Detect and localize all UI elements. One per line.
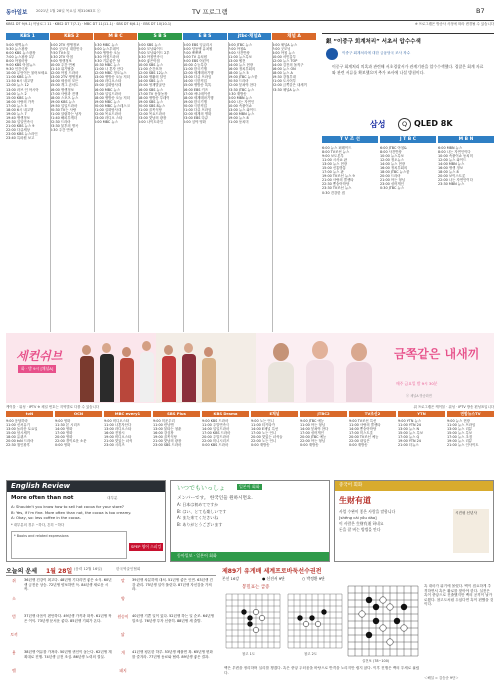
schedule-grid [6,33,316,333]
paper-name: 동아일보 [6,10,28,16]
black-stone [373,618,379,624]
black-stone [401,604,407,610]
japanese-lines: メンバーです。 한국인들 원하시면요. A: 日本は初めてですか B: はい、とても楽しいです A: また来てくださいね B: ありがとうございます [177,496,253,527]
baduk-text-bottom: 백은 우변을 정리하며 실리를 챙겼다. 흑은 중앙 두터움을 바탕으로 반격을 노리지만 쉽지 않다. 이후 진행은 백의 우세로 흘렀다. [224,666,420,675]
news-ad-box [322,33,494,114]
side-header-jtbc: J T B C [380,136,436,143]
cable-header: YTN [398,411,445,417]
zodiac-monkey-icon: 원숭이 [117,614,129,619]
cable-header: SBS Plus [153,411,200,417]
zodiac-column [6,578,22,686]
baduk-round: 본선 16강 [222,576,240,581]
channel-header-kbs2: KBS 2 [50,33,93,40]
japanese-sub: 일본어 회화 [239,484,260,489]
white-stone [387,639,393,645]
person-figure [162,345,176,403]
white-stone [380,597,386,603]
person-figure [140,341,154,403]
english-related-box [11,531,127,559]
cable-header: tvN [6,411,53,417]
fortune-title: 오늘의 운세 [6,568,38,575]
chinese-sub: 중국어 회화 [339,483,363,488]
zodiac-dog-icon: 개 [121,650,125,655]
schedule-column-kbs1: 5:00 새벽뉴스 5:30 뉴스광장 6:00 KBS 뉴스광장 7:00 뉴스광장 1부 8:00 아침마당 9:00 KBS 아침뉴스 9:30 인간극장 10:00 무엇이든 물어보세요 11:00 KBS 뉴스 11:50 6시 내고향 12:00 뉴스 12 13:00 러브 인 아시아 14:00 뉴스 2 15:00 KBS 뉴스 16:00 사랑의 가족 17:00 뉴스 5 18:00 6시 내고향 19:00 뉴스 7 19:40 생생정보 20:30 일일연속극 21:00 KBS 뉴스 9 22:00 다큐세상 23:00 KBS 뉴스라인 23:40 특파원 보고 [6,43,48,141]
zodiac-pig-icon: 돼지 [119,668,127,673]
fortune-source: 한국역술인협회 [116,567,141,571]
person-figure [182,343,196,403]
black-stone [394,618,400,624]
schedule-column-ebs: 5:00 EBS 잉글리시 6:00 딩동댕 유치원 7:00 뽀뽀뽀 8:00 TV 유치원 9:00 EBS 어린이 10:00 수능특강 11:00 한국기행 12:00 세계테마기행 13:00 다큐 프라임 14:00 극한직업 15:00 생방송 톡톡 16:00 EBS 키즈 17:00 애니메이션 18:00 세계테마기행 19:00 한국기행 20:00 극한직업 21:00 다큐 프라임 22:00 세계의 명화 23:00 EBS 다큐 0:00 심야 영화 [183,43,214,124]
chinese-title: 生财有道 [339,496,371,505]
japanese-title: いつでもいっしょ [177,485,226,492]
black-stone [366,632,372,638]
white-stone [401,625,407,631]
zodiac-rabbit-icon: 토끼 [10,632,18,637]
side-schedule [322,136,494,286]
zodiac-column-b [116,578,130,686]
english-ad-badge: SPEP 영어 스피킹 [131,544,162,549]
white-stone [380,625,386,631]
baduk-section [222,566,494,688]
cable-column: 9:00 KBS 드라마 11:00 주말연속극 14:00 일일드라마 17:00 KBS 드라마 20:00 주말드라마 22:00 미니시리즈 0:00 KBS 드라마 [202,419,231,448]
person-figure [120,347,134,403]
cable-column: 9:00 TV조선 특선 11:00 사랑의 콜센타 14:00 뽕숭아학당 17:00 미스트롯 20:00 TV조선 예능 22:00 내일은 0:00 재방송 [349,419,381,448]
cable-column: 9:00 JTBC 예능 11:00 아는 형님 14:00 뭉쳐야 찬다 17:00 싱어게인 20:00 JTBC 예능 22:00 아는 형님 0:00 재방송 [300,419,329,448]
channel-header-mbc: M B C [94,33,137,40]
schedule-column-kbs2: 6:00 2TV 생생정보 7:00 굿모닝 대한민국 7:50 TV소설 8:30 2TV 아침 9:00 생생정보 10:00 주간 연예 11:10 위기탈출 12:00 아침 드라마 13:00 2TV 생생정보 14:00 세상의 모든 15:00 개그 콘서트 16:00 생생정보 17:00 사랑과 전쟁 18:00 스포츠 뉴스 19:00 KBS 뉴스 19:50 일일드라마 20:30 TV는 사랑 21:00 살림하는 남자 21:40 해피투게더 22:30 드라마 23:30 불후의 명곡 0:30 주간 연예 [50,43,83,132]
fortune-section [6,566,216,688]
side-header-tvchosun: T V 조 선 [322,136,378,143]
schedule-column-jtbc: 6:00 JTBC 뉴스 7:00 아침& 9:00 사건반장 11:00 뉴스특보 13:00 썰전 14:00 뉴스 현장 16:00 정치부회의 18:00 뉴스 5 19:00 JTBC 뉴스룸 20:50 드라마 22:00 뭉쳐야 찬다 23:30 JTBC 뉴스 0:30 재방송 6:00 MBN 뉴스 8:00 나는 자연인 10:00 속풀이쇼 13:00 뉴스 와이드 16:00 MBN 뉴스 19:00 뉴스 8 21:00 동치미 [228,43,258,124]
black-stone [373,604,379,610]
japanese-footer: 동아일보 · 일본어 회화 [177,553,217,558]
chinese-lines: 사업 수완이 좋은 사람을 말합니다 [shēng cái yǒu dào] 이 사람은 生财有道 하네요 돈을 잘 버는 방법을 안다 [339,509,396,532]
baduk-white: ○ 박정환 9단 [302,576,325,581]
white-stone [387,604,393,610]
left-show-subtitle: 화 · 밤 9시 [채널A] [18,365,56,373]
side-column-tvchosun: 6:00 뉴스 퍼레이드 8:00 TV조선 뉴스 9:00 보도본부 11:00 시사쇼 판 13:00 뉴스 현장 15:00 신통방통 17:00 뉴스 판 19:00 TV조선 뉴스 9 21:00 사랑의 콜센타 22:30 뽕숭아학당 23:30 TV조선 뉴스 0:30 건강한 집 [322,146,355,195]
baduk-caption: ＜해설 = 김승준 9단＞ [424,676,459,680]
grid-notice: ※ 프로그램은 방송사 사정에 따라 변경될 수 있습니다 [414,22,494,26]
black-stone [309,615,314,620]
white-stone [303,621,308,626]
channel-header-channela: 채널 A [272,33,316,40]
black-stone [247,621,252,626]
english-dialogue: A: Shouldn't you know how to sell hot cocoa for your store? B: Yes, if I'm fine. More often than not, the cocoa is too creamy. A: Okay, so: less coffee in the cocoa. [11,504,132,520]
white-stone [359,611,365,617]
baduk-fig-c: 실전보 (78~100) [362,659,390,663]
frequency-line: KBS1 DT 9(9-1) 아날로그 11 · KBS2 DT 7(7-1) · MBC DT 11(11-1) · SBS DT 6(6-1) · EBS DT 10(10-1) [6,22,172,26]
zodiac-rat-icon: 쥐 [12,578,16,583]
cable-header: TV조선2 [349,411,396,417]
channel-header-kbs1: KBS 1 [6,33,49,40]
cable-column: 9:00 YTN 뉴스 11:00 YTN 24 13:00 뉴스 N 15:00 뉴스 특보 17:00 뉴스 Q 19:00 YTN 24 21:00 더뉴스 [398,419,424,448]
cable-strip-title: 케이블 · 위성 · IPTV ※ 채널 번호는 지역별로 다를 수 있습니다 [6,405,100,409]
cable-header: E채널 [251,411,298,417]
baduk-black: ● 신진서 9단 [262,576,285,581]
chinese-box [334,480,494,562]
masthead-rule [6,20,494,21]
zodiac-horse-icon: 말 [121,578,125,583]
ad-subtitle: 이중구 회계처리에 대한 금융당국 조사 착수 [342,51,411,55]
english-meaning: 대부분 [107,496,118,500]
schedule-column-sbs: 5:00 SBS 뉴스 6:00 모닝와이드 7:00 모닝와이드 2부 8:30 아침연속극 9:00 좋은아침 10:00 SBS 뉴스 11:00 순간포착 12:00 SBS 12뉴스 13:00 생활의 달인 14:00 SBS 뉴스 15:00 영재발굴단 16:00 SBS 뉴스 17:00 TV 동물농장 18:00 생방송 투데이 19:00 SBS 뉴스 20:00 SBS 8뉴스 21:00 골목식당 22:00 목요드라마 23:00 맛남의 광장 0:00 나이트라인 [138,43,170,124]
ad-emblem-icon [326,48,338,60]
fortune-text-column-b: 39년생 차분하게 대처. 51년생 좋은 인연. 63년생 건강 관리. 75년생 일이 풀린다. 87년생 자신감을 가져라. 40년생 기쁜 일이 있다. 52년생 하는 일 순조. 64년생 말조심. 76년생 투자 신중히. 88년생 새 출발. 41년생 평온한 하루. 53년생 베풀면 복. 65년생 변화를 즐겨라. 77년생 동료와 협력. 89년생 좋은 결과. [132,578,214,659]
zodiac-ox-icon: 소 [12,596,16,601]
channel-header-ebs: E B S [183,33,227,40]
black-stone [366,597,372,603]
right-show-subtitle: 매주 금요일 밤 9시 30분 [396,381,438,386]
japanese-box [170,480,330,562]
section-title: TV 프로그램 [192,8,228,16]
samsung-ad [322,116,494,134]
zodiac-sheep-icon: 양 [121,596,125,601]
person-figure [346,343,372,403]
qled-q-icon: Q [398,118,411,131]
cable-header: JTBC2 [300,411,347,417]
ad-body: 이중구 회계처리 의혹과 관련해 서초경찰서가 관계기관을 압수수색했다. 경찰은 회계 자료와 관련 서류를 확보했으며 추가 조사에 나설 방침이다. [332,64,484,75]
white-stone [315,621,320,626]
english-related-title: * Books and related expressions [14,534,69,538]
zodiac-snake-icon: 뱀 [12,668,16,673]
english-review-box [6,480,166,562]
cable-column: 9:00 응답하라 11:00 신서유기 13:00 놀라운 토요일 15:00 삼시세끼 18:00 유퀴즈 20:00 tvN 드라마 22:30 철인왕후 [6,419,38,448]
cable-header: OCN [55,411,102,417]
cable-header: 연합뉴스TV [447,411,494,417]
side-column-jtbc: 6:00 JTBC 아침& 8:00 사건반장 10:00 뉴스특보 12:00 정오뉴스 14:00 뉴스 현장 16:00 정치부회의 18:00 JTBC 뉴스룸 20:00 드라마 21:00 아는 형님 23:00 싱어게인 0:30 JTBC 뉴스 [380,146,410,191]
english-title: English Review [11,482,71,490]
masthead [6,7,494,20]
person-figure [100,343,114,403]
zodiac-dragon-icon: 용 [12,650,16,655]
baduk-board-ref2 [286,592,344,650]
person-figure [306,341,334,403]
cable-column: 9:00 노는 언니 11:00 티키타카 14:00 E채널 특선 17:00 노는 언니 20:00 맛있는 녀석들 22:00 노는 언니 0:00 재방송 [251,419,283,448]
ad-headline: 銀 “이중구 회계처리” 서초서 압수수색 [326,39,421,45]
person-figure [202,347,216,403]
photo-caption: ⓒ 채널A 방송화면 [406,394,432,398]
black-stone [247,615,252,620]
samsung-product: QLED 8K [414,119,453,128]
cable-column: 9:00 비디오스타 11:00 나혼자산다 13:00 라디오스타 16:00 전참시 19:00 비디오스타 21:00 맛있는 녀석 23:00 시리즈 [104,419,133,448]
right-show-title: 금쪽같은 내새끼 [394,347,480,361]
baduk-fig-a: 참고 1도 [242,652,256,656]
baduk-board-main [346,584,420,658]
left-show-title: 세컨쉬브 [16,349,63,363]
black-stone [297,615,302,620]
english-note: * 대부분의 경우 ~하다, 흔히 ~하다 [11,523,65,527]
side-header-mbn: M B N [438,136,494,143]
zodiac-tiger-icon: 범 [12,614,16,619]
issue-date: 2021년 1월 28일 목요일 제31063호 ⓒ [36,9,101,13]
baduk-commentary-title: 봉밀표는 급증 [242,585,270,590]
fortune-lunar: (음력 12월 16일) [74,567,103,571]
cable-column: 9:00 영화 11:30 본 시리즈 14:00 영화 17:00 영화 20:00 영화 22:00 경이로운 소문 0:00 영화 [55,419,87,448]
white-stone [253,609,258,614]
baduk-fig-b: 참고 2도 [304,652,318,656]
side-column-mbn: 6:00 MBN 뉴스 8:00 나는 자연인이다 10:00 속풀이쇼 동치미 12:00 뉴스 와이드 14:00 MBN 뉴스 16:00 생생 정보 18:00 뉴스 8 20:00 보이스트롯 22:00 나는 자연인이다 23:30 MBN 뉴스 [438,146,473,187]
cable-column: 9:00 미운우리 11:00 런닝맨 13:00 불타는 청춘 16:00 강심장 19:00 골목식당 21:00 맛남의 광장 23:00 SBS 드라마 [153,419,182,448]
english-phrase: More often than not [11,495,74,501]
cable-strip-note: 위 프로그램은 케이블 · 위성 · IPTV 방송 편성표입니다 [413,405,494,409]
channel-header-jtbc: jtbc·채널A [228,33,271,40]
schedule-column-mbc: 5:30 MBC 뉴스 6:00 뉴스투데이 7:00 생방송 오늘 8:30 아침드라마 9:30 기분좋은 날 10:30 MBC 뉴스 11:00 나 혼자 산다 12:00 MBC 정오뉴스 13:00 생방송 오늘 저녁 14:00 라디오스타 15:00 실화탐사대 16:00 MBC 뉴스 17:00 일일드라마 18:00 생방송 오늘 저녁 19:00 MBC 뉴스 20:00 MBC 뉴스데스크 21:00 실화탐사대 22:00 목요드라마 23:00 라디오 스타 0:00 MBC 뉴스 [94,43,130,124]
photo-ad-band [6,333,494,403]
person-figure [80,345,94,403]
black-stone [241,609,246,614]
baduk-text-right: 흑 대마가 위기에 몰렸다. 백이 집요하게 추격하면서 흑은 활로를 찾아야 한다. 실전은 흑이 중앙으로 진출했지만 백의 공격이 날카로웠다. 참고도처럼 두었다면 흑이 편했을 것이다. [424,584,494,607]
black-stone [321,609,326,614]
person-figure [268,343,294,403]
white-stone [253,627,258,632]
baduk-board-ref1 [224,592,282,650]
cable-grid [6,411,494,477]
chinese-side-note: 시진핑 신년사 [453,509,489,553]
page-number: B7 [476,7,485,15]
channel-header-sbs: S B S [138,33,182,40]
white-stone [259,615,264,620]
cable-column: 9:00 뉴스 현장 11:00 뉴스 프라임 13:00 뉴스 리뷰 15:00 뉴스 특보 17:00 뉴스 초점 19:00 뉴스 리뷰 21:00 뉴스 인사이트 [447,419,479,448]
fortune-text-column-a: 36년생 건강이 최고다. 48년생 기다리면 좋은 소식. 60년생 금전운 상승. 72년생 양보하면 득. 84년생 새로운 시작. 37년생 마음이 편안하다. 49년생 가족과 화목. 61년생 작은 이익. 73년생 문서운 좋다. 85년생 기회가 온다. 38년생 여유를 가져라. 50년생 귀인이 돕는다. 62년생 계획대로 진행. 74년생 금전 조심. 86년생 노력의 결실. [24,578,112,659]
fortune-date: 1월 28일 [46,568,73,575]
cable-header: MBC every1 [104,411,151,417]
samsung-brand: 삼성 [370,120,386,129]
schedule-column-channela: 6:00 채널A 뉴스 7:00 굿모닝 8:00 아침 뉴스 10:00 서민갑부 12:00 뉴스 TOP 14:00 김진의 돌직구 16:00 뉴스 ON 18:00 뉴스 A 19:30 강철부대 21:00 도시어부 22:00 금쪽같은 내새끼 23:30 채널A 뉴스 [272,43,307,92]
zodiac-rooster-icon: 닭 [121,632,125,637]
cable-header: KBS Drama [202,411,249,417]
baduk-title: 제89기 유게배 세계프로바둑선수권전 [222,568,322,575]
